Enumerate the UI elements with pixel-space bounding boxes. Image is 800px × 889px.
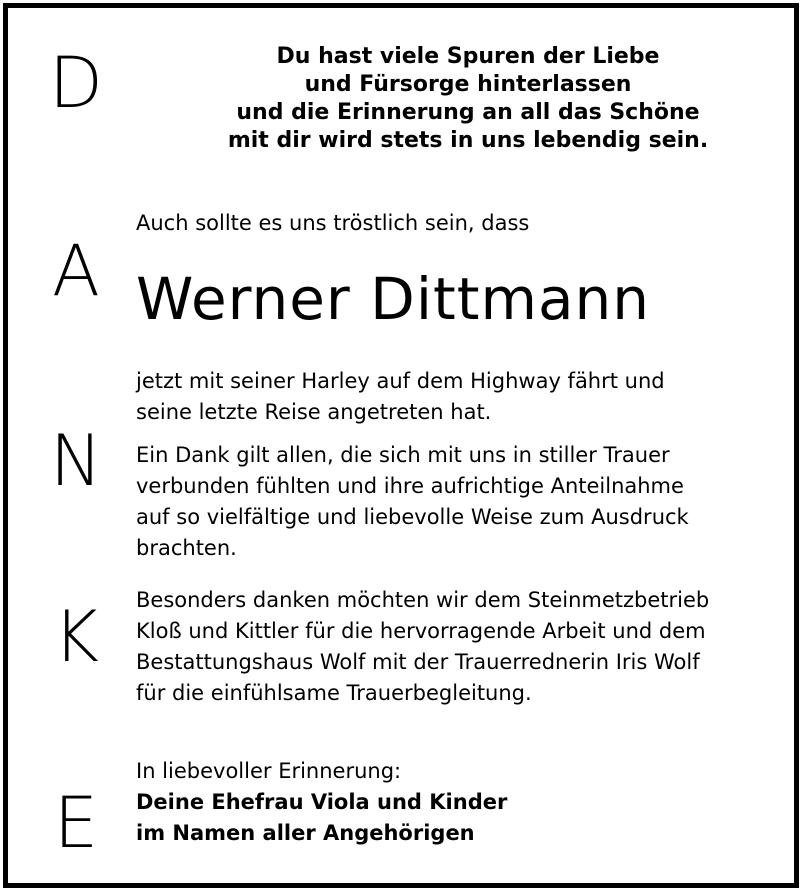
paragraph-3 [136,585,786,709]
paragraph-line: verbunden fühlten und ihre aufrichtige Anteilnahme [136,474,684,498]
danke-letter-e: E [53,782,99,864]
poem [138,43,798,155]
paragraph-line: Ein Dank gilt allen, die sich mit uns in stiller Trauer [136,443,670,467]
intro-text: Auch sollte es uns tröstlich sein, dass [136,211,530,235]
paragraph-line: jetzt mit seiner Harley auf dem Highway fährt und [136,369,665,393]
danke-letter-a: A [52,230,100,312]
poem-line: und die Erinnerung an all das Schöne [236,100,700,125]
paragraph-line: brachten. [136,536,237,560]
closing [136,756,786,849]
deceased-name: Werner Dittmann [136,265,651,333]
danke-letter-k: K [53,596,99,678]
paragraph-line: Kloß und Kittler für die hervorragende Arbeit und dem [136,619,706,643]
danke-letter-d: D [49,42,103,124]
closing-line: In liebevoller Erinnerung: [136,759,402,783]
notice-frame [3,3,799,888]
signature-line: im Namen aller Angehörigen [136,821,475,845]
poem-line: mit dir wird stets in uns lebendig sein. [227,128,709,153]
danke-letter-n: N [49,420,103,502]
paragraph-line: Besonders danken möchten wir dem Steinmetzbetrieb [136,588,710,612]
paragraph-line: Bestattungshaus Wolf mit der Trauerrednerin Iris Wolf [136,650,700,674]
poem-line: und Fürsorge hinterlassen [304,72,632,97]
poem-line: Du hast viele Spuren der Liebe [276,44,660,69]
paragraph-line: auf so vielfältige und liebevolle Weise zum Ausdruck [136,505,689,529]
paragraph-line: für die einfühlsame Trauerbegleitung. [136,681,532,705]
paragraph-1 [136,366,786,428]
paragraph-2 [136,440,786,564]
paragraph-line: seine letzte Reise angetreten hat. [136,400,492,424]
signature-line: Deine Ehefrau Viola und Kinder [136,790,508,814]
